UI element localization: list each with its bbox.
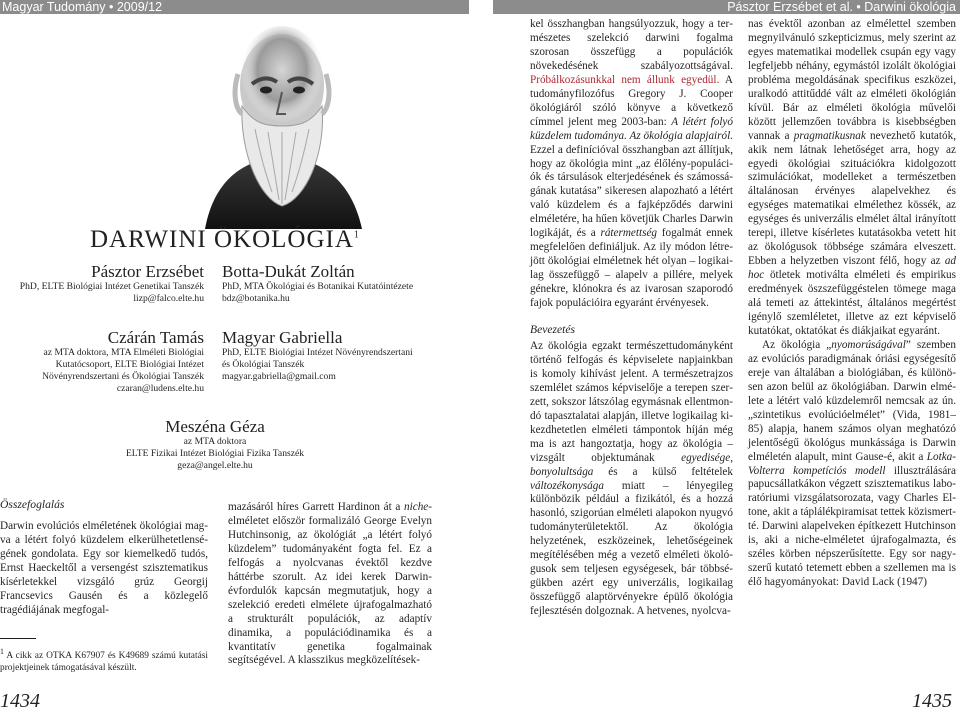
text-run: A tudományfilozófus Gregory J. Cooper ökológiáról szóló könyve a következő címmel jelent meg 2003-ban: — [530, 73, 733, 128]
running-header-right-text: Pásztor Erzsébet et al. • Darwini ökológia — [727, 0, 956, 14]
body-paragraph — [228, 501, 432, 668]
author-email: lizp@falco.elte.hu — [133, 293, 204, 304]
summary-section — [0, 492, 208, 618]
text-run: nas évektől azonban az elmélettel szemben megnyilvánuló szkepticizmus, mely szerint az egyes matematikai modellek csupán egy vagy legfeljebb néhány, egymástól izolált ökológiai probléma megoldásának specifikus eszközei, uralkodó attitűddé vált az elméleti ökológián kívül. Bár az elméleti ökológia művelői között jellemzően továbbra is kisebbségben vannak a — [748, 18, 956, 142]
author-name: Czárán Tamás — [107, 328, 204, 347]
body-paragraph — [748, 18, 956, 339]
author-affiliation: PhD, ELTE Biológiai Intézet Növényrendszertani — [222, 347, 413, 358]
text-run-italic: változékonysága — [530, 479, 604, 492]
author-affiliation: Kutatócsoport, ELTE Biológiai Intézet — [55, 359, 204, 370]
text-run: miatt – lényegileg különbözik például a fizikától, és a hozzá hasonló, szigorúan elméleti alapokon nyugvó tudományterületektől. Az ökológia helyzetének, eszközeinek, lehetőségeinek megítélésében még a vezető elméleti ökológusok sem teljesen egységesek, bár többségükben azért egy univerzális, logikailag összefüggő alaptörvényekre épülő ökológia fejlesztésén dolgoznak. A hetvenes, nyolcva- — [530, 479, 733, 618]
author-email: bdz@botanika.hu — [222, 293, 290, 304]
text-run-italic: niche — [404, 501, 429, 513]
body-paragraph — [748, 339, 956, 590]
author-name: Pásztor Erzsébet — [91, 262, 204, 281]
author-block-czaran — [4, 328, 204, 395]
title-footnote-mark: 1 — [353, 229, 360, 241]
body-paragraph — [530, 340, 733, 619]
author-name: Botta-Dukát Zoltán — [222, 262, 355, 281]
footnote-mark: 1 — [0, 647, 4, 656]
text-run-italic: rátermettség — [600, 227, 658, 240]
author-block-magyar — [222, 328, 452, 383]
text-run: -elméletet először formalizáló George Evelyn Hutchinsonig, az ökológiát „a létért folyó küzdelem” tudományaként fogta fel. Ez a felfogás a nyolcvanas évektől kezdve háttérbe szorult. Az idei kerek Darwin-évfordulók kapcsán megmutatjuk, hogy a szelekció eredeti elmélete újrafogalmazható a strukturált populációk, az adaptív dinamika, a populációdinamika és a kvantitatív genetika fogalmainak segítségével. A klasszikus megközelítések- — [228, 501, 432, 667]
footnote — [0, 646, 208, 674]
text-run-highlight: Próbálkozásunkkal nem állunk egyedül. — [530, 73, 720, 86]
text-run-italic: ad hoc — [748, 255, 956, 282]
portrait-engraving-icon — [180, 14, 385, 229]
article-title — [90, 226, 390, 254]
book-title: A létért folyó küzdelem tudománya. Az ökológia alapjairól. — [530, 115, 734, 142]
author-affiliation: Növényrendszertani és Ökológiai Tanszék — [42, 371, 204, 382]
author-affiliation: PhD, ELTE Biológiai Intézet Genetikai Tanszék — [19, 281, 204, 292]
author-block-botta-dukat — [222, 262, 452, 305]
text-run: Ezzel a definícióval összhangban azt állítjuk, hogy az ökológia mint „az élőlény-populációk és társulások elterjedésének és számosságának kutatása” sikeresen alapozható a létért való küzdelem és a fajképződés darwini elméletére, ha hűen követjük Charles Darwin logikáját, és a — [530, 143, 733, 240]
author-name: Magyar Gabriella — [222, 328, 343, 347]
page-number-right: 1435 — [912, 690, 952, 712]
author-name: Meszéna Géza — [165, 417, 265, 436]
text-run: ötletek motiválta elméleti és empirikus eredmények öszszefüggéstelen tömege maga alá temeti az áttekintést, általános megértést igénylő szemléletet, illetve az ezt képviselő kutatókat, oktatókat és diákjaikat egyaránt. — [748, 269, 956, 337]
footnote-separator — [0, 638, 36, 639]
left-page-column-2 — [228, 501, 432, 668]
text-run: kel összhangban hangsúlyozzuk, hogy a természetes szelekció darwini fogalma szorosan összefügg a populációk növekedésének szabályozottságával. — [530, 18, 733, 72]
text-run: illusztrálására papucsállatkákon végzett szisztematikus laboratóriumi vizsgálatsorozata, vagy Charles Eltone, akit a táplálékpiramisat tettek közismertté. Darwini alapelveken építkezett Hutchinson is, aki a niche-elméletet újrafogalmazta, és széles körben népszerűsítette. Egy sor nagyszerű kutató tetemett ebben a szellemen ma is élő hagyományokat: David Lack (1947) — [748, 464, 956, 589]
running-header-left: Magyar Tudomány • 2009/12 — [0, 0, 469, 14]
text-run: ” szemben az evolúciós paradigmának óriási egységesítő ereje van általában a biológiában, és különösen azon belül az ökológiában. Darwin elmélete a létért való küzdelemről nemcsak az ún. „szintetikus evolúcióelmélet” (Vida, 1981–85) alapja, hanem számos olyan meghatózó jelentőségű ökológus munkássága is Darwin elméletén alapult, mint Gause-é, akit a — [748, 338, 956, 463]
body-paragraph — [530, 18, 733, 311]
author-affiliation: ELTE Fizikai Intézet Biológiai Fizika Tanszék — [125, 448, 305, 459]
text-run: fogalmát ennek megfelelően definiáljuk. Az ily módon létrejött ökológiai elméletnek hét olyan – logikailag összefüggő – alapelv a pillére, melyek génekre, klónokra és az ivarosan szaporodó fajok populációira egyaránt érvényesek. — [530, 227, 733, 310]
right-page-column-2 — [748, 18, 956, 590]
author-block-meszena — [100, 417, 330, 472]
author-email: czaran@ludens.elte.hu — [116, 383, 204, 394]
author-email: geza@angel.elte.hu — [177, 460, 253, 471]
text-run-italic: egyedisége, bonyolultsága — [530, 451, 733, 478]
text-run-italic: Lotka-Volterra kompetíciós modell — [748, 450, 956, 477]
text-run-italic: pragmatikusnak — [793, 129, 866, 142]
author-affiliation: az MTA doktora, MTA Elméleti Biológiai — [43, 347, 204, 358]
running-header-right — [493, 0, 960, 14]
article-title-text: DARWINI ÖKOLÓGIA — [90, 226, 354, 253]
text-run: mazásáról híres Garrett Hardinon át a — [228, 501, 405, 513]
author-affiliation: és Ökológiai Tanszék — [222, 359, 305, 370]
summary-heading: Összefoglalás — [0, 498, 65, 511]
footnote-text: A cikk az OTKA K67907 és K49689 számú kutatási projektjeinek támogatásával készült. — [0, 651, 208, 674]
author-affiliation: PhD, MTA Ökológiai és Botanikai Kutatóintézete — [222, 281, 414, 292]
text-run: nevezhető kutatók, akik nem látnak lehetőséget arra, hogy az egyedi ökológiai szituációkra kidolgozott szimulációkat, modelleket a természetben általánosan érvényes alapelvekhez és egységes matematikai elmélethez kössék, az egységes és univerzális elmélet által irányított terepi, illetve kísérletes kutatásokba vetett hit az ökológusok többsége számára elveszett. Ebben a helyzetben viszont félő, hogy az — [748, 129, 956, 268]
text-run: Az ökológia egzakt természettudományként történő felfogás és képviselete napjainkban is komoly kihívást jelent. A természetrajzos szemlélet számos képviselője a terepen szerzett, sokszor látszólag egymásnak ellentmondó tapasztalatai alapján, illetve logikailag kikezdhetetlen elméleti támpontok híján még ma is azt hangoztatja, hogy az ökológia – vizsgált objektumának — [530, 339, 733, 464]
text-run: Az ökológia „ — [762, 338, 832, 351]
summary-text: Darwin evolúciós elméletének ökológiai magva a létért folyó küzdelem elkerülhetetlenségének gondolata. Egy sor kiemelkedő tudós, Ernst Haeckeltől a versengést szisztematikus kísérletekkel vizsgáló grúz Georgij Francsevics Gausén és a közlegelő tragédiájának megfogal- — [0, 519, 208, 616]
author-block-pasztor — [4, 262, 204, 305]
author-affiliation: az MTA doktora — [183, 436, 247, 447]
author-email: magyar.gabriella@gmail.com — [222, 371, 336, 382]
page-number-left: 1434 — [0, 690, 40, 712]
text-run-italic: nyomorúságával — [831, 338, 906, 351]
section-heading: Bevezetés — [530, 323, 576, 337]
text-run: és a külső feltételek — [593, 465, 733, 478]
right-page-column-1 — [530, 18, 733, 619]
